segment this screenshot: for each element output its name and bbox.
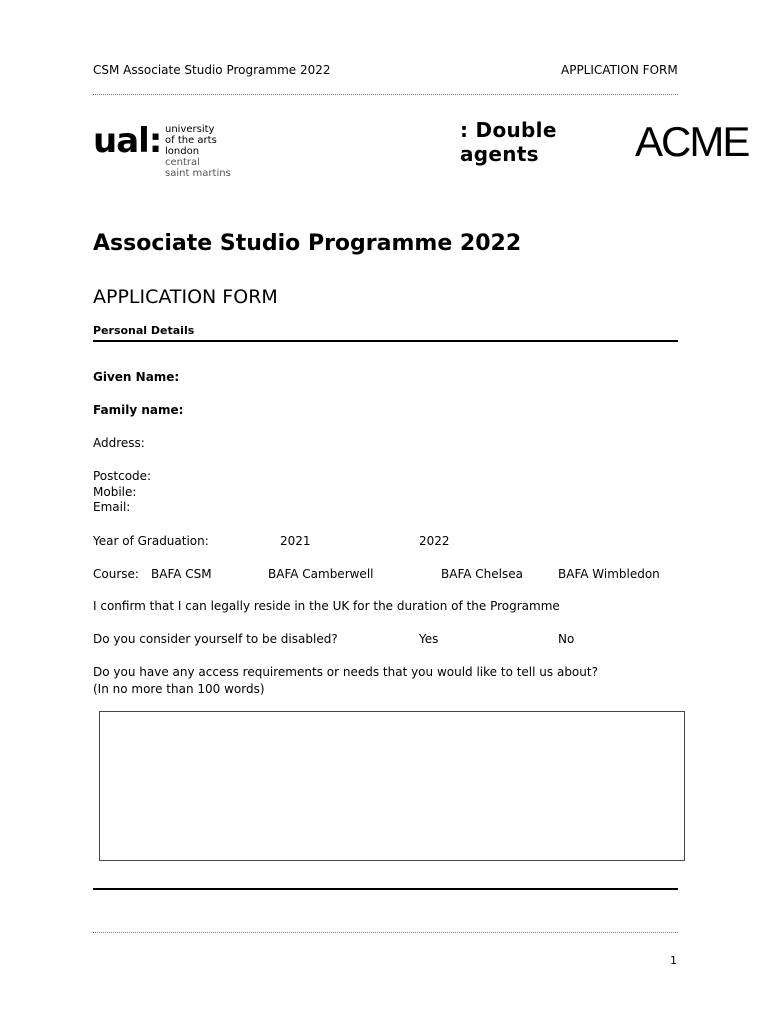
ual-logo-mark: ual: — [93, 121, 162, 161]
ual-line: of the arts — [165, 135, 217, 146]
page-subtitle: APPLICATION FORM — [93, 286, 278, 308]
postcode-label: Postcode: — [93, 469, 152, 483]
graduation-2022-label: 2022 — [419, 534, 450, 548]
confirm-uk-label: I confirm that I can legally reside in the UK for the duration of the Programme — [93, 599, 560, 613]
access-hint: (In no more than 100 words) — [93, 682, 265, 696]
section-heading-personal: Personal Details — [93, 324, 195, 337]
course-csm-label: BAFA CSM — [151, 567, 212, 581]
course-wimbledon-label: BAFA Wimbledon — [558, 567, 660, 581]
section-divider — [93, 340, 678, 342]
graduation-2021-label: 2021 — [280, 534, 311, 548]
acme-logo: ACME — [635, 118, 749, 165]
family-name-label: Family name: — [93, 403, 184, 417]
email-label: Email: — [93, 500, 131, 514]
page-title: Associate Studio Programme 2022 — [93, 231, 522, 256]
address-label: Address: — [93, 436, 145, 450]
header-left: CSM Associate Studio Programme 2022 — [93, 63, 331, 77]
header-right: APPLICATION FORM — [561, 63, 678, 77]
disabled-no-label: No — [558, 632, 575, 646]
ual-logo-text — [165, 124, 231, 179]
footer-dotted-divider — [93, 932, 678, 933]
disabled-yes-label: Yes — [419, 632, 439, 646]
course-camberwell-label: BAFA Camberwell — [268, 567, 374, 581]
ual-line: saint martins — [165, 168, 231, 179]
access-question: Do you have any access requirements or needs that you would like to tell us about? — [93, 665, 598, 679]
double-agents-logo: : Double agents — [460, 118, 557, 166]
course-label: Course: — [93, 567, 139, 581]
page-number: 1 — [670, 954, 677, 967]
ual-line: university — [165, 124, 215, 135]
disabled-question: Do you consider yourself to be disabled? — [93, 632, 338, 646]
graduation-label: Year of Graduation: — [93, 534, 209, 548]
given-name-label: Given Name: — [93, 370, 180, 384]
mobile-label: Mobile: — [93, 485, 137, 499]
access-answer-box[interactable] — [99, 711, 685, 861]
ual-line: london — [165, 146, 200, 157]
header-divider — [93, 94, 678, 95]
course-chelsea-label: BAFA Chelsea — [441, 567, 523, 581]
ual-line: central — [165, 157, 200, 168]
footer-divider — [93, 888, 678, 890]
